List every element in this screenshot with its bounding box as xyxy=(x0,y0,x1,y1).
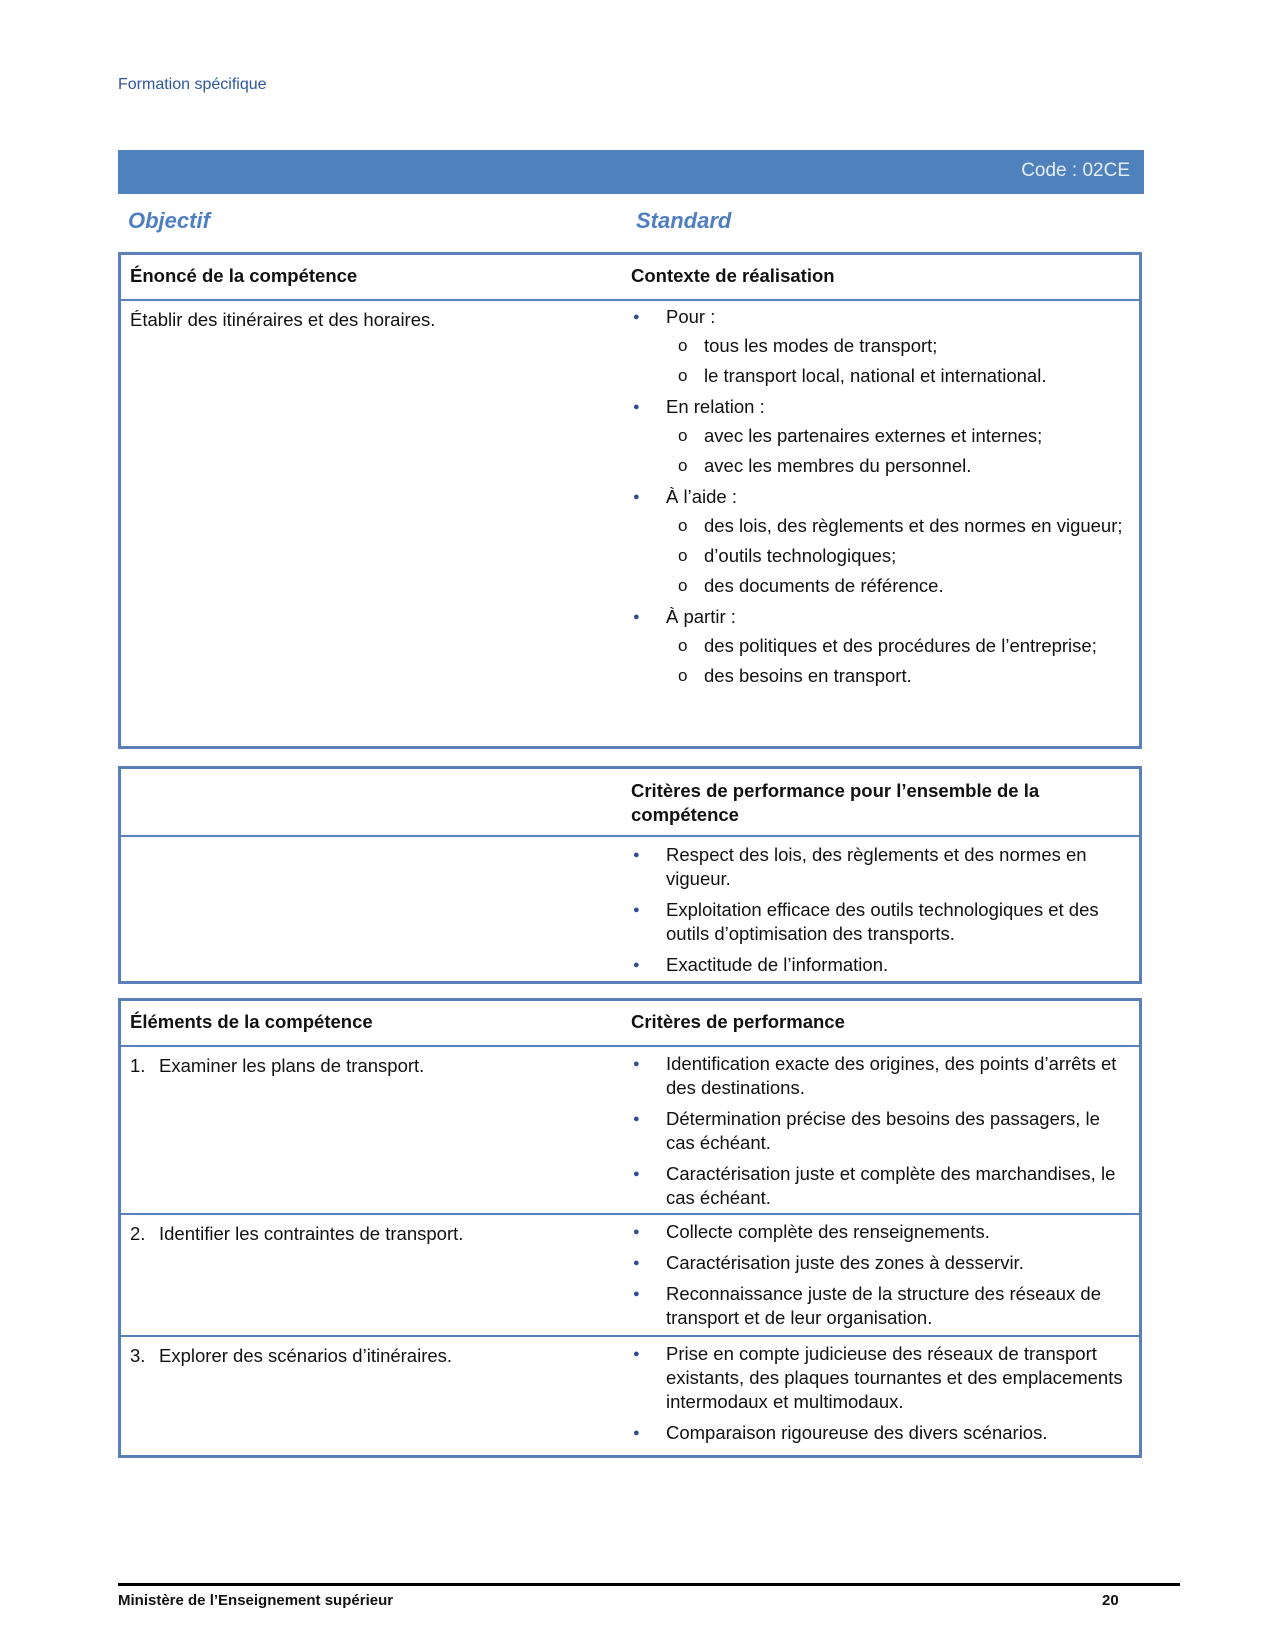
criterion-item: ● Comparaison rigoureuse des divers scénarios. xyxy=(631,1421,1123,1445)
context-list-container xyxy=(631,301,1139,703)
context-sublist xyxy=(666,514,1123,598)
table-header-row xyxy=(121,255,1139,301)
context-header: Contexte de réalisation xyxy=(631,265,835,286)
criterion-item: ● Caractérisation juste et complète des marchandises, le cas échéant. xyxy=(631,1162,1123,1210)
competency-statement-table xyxy=(118,252,1142,749)
criteria-cell xyxy=(631,1337,1139,1455)
criterion-item: ● Reconnaissance juste de la structure des réseaux de transport et de leur organisation. xyxy=(631,1282,1123,1330)
context-sublist xyxy=(666,634,1123,688)
context-subitem: o des documents de référence. xyxy=(666,574,1123,598)
elements-rows xyxy=(121,1047,1139,1455)
overall-criterion: ● Respect des lois, des règlements et des normes en vigueur. xyxy=(631,843,1123,891)
element-label: Explorer des scénarios d’itinéraires. xyxy=(159,1345,453,1366)
standard-title: Standard xyxy=(636,208,732,233)
table-row xyxy=(121,1215,1139,1337)
context-subitem: o avec les partenaires externes et internes; xyxy=(666,424,1123,448)
criterion-item: ● Collecte complète des renseignements. xyxy=(631,1220,1123,1244)
context-label: À l’aide : xyxy=(666,486,737,507)
context-subitem: o des politiques et des procédures de l’entreprise; xyxy=(666,634,1123,658)
criterion-item: ● Prise en compte judicieuse des réseaux de transport existants, des plaques tournantes et des emplacements intermodaux et multimodaux. xyxy=(631,1342,1123,1414)
criterion-item: ● Détermination précise des besoins des passagers, le cas échéant. xyxy=(631,1107,1123,1155)
running-head: Formation spécifique xyxy=(118,76,267,93)
overall-criteria-table xyxy=(118,766,1142,984)
criteria-list xyxy=(631,1220,1123,1330)
elements-header: Éléments de la compétence xyxy=(130,1011,373,1032)
competency-code: Code : 02CE xyxy=(1021,160,1130,181)
context-subitem: o tous les modes de transport; xyxy=(666,334,1123,358)
element-number: 2. xyxy=(130,1223,146,1244)
criteria-list xyxy=(631,1342,1123,1445)
footer-divider xyxy=(118,1583,1180,1586)
footer-ministry: Ministère de l’Enseignement supérieur xyxy=(118,1592,394,1609)
criterion-item: ● Caractérisation juste des zones à desservir. xyxy=(631,1251,1123,1275)
overall-criterion: ● Exploitation efficace des outils technologiques et des outils d’optimisation des transports. xyxy=(631,898,1123,946)
context-label: Pour : xyxy=(666,306,716,327)
element-cell xyxy=(121,1215,631,1335)
context-subitem: o le transport local, national et international. xyxy=(666,364,1123,388)
column-titles xyxy=(128,208,1138,238)
competency-statement: Établir des itinéraires et des horaires. xyxy=(130,309,436,330)
element-label-wrap xyxy=(130,1055,631,1077)
element-label-wrap xyxy=(130,1345,631,1367)
element-label: Identifier les contraintes de transport. xyxy=(159,1223,464,1244)
page-number: 20 xyxy=(1102,1592,1119,1609)
context-sublist xyxy=(666,424,1123,478)
table-row xyxy=(121,1337,1139,1455)
context-sublist xyxy=(666,334,1123,388)
elements-table xyxy=(118,998,1142,1458)
table-row xyxy=(121,837,1139,992)
overall-criterion: ● Exactitude de l’information. xyxy=(631,953,1123,977)
context-label: À partir : xyxy=(666,606,736,627)
context-label: En relation : xyxy=(666,396,765,417)
criterion-item: ● Identification exacte des origines, des points d’arrêts et des destinations. xyxy=(631,1052,1123,1100)
element-number: 3. xyxy=(130,1345,146,1366)
criteria-cell xyxy=(631,1047,1139,1213)
element-label: Examiner les plans de transport. xyxy=(159,1055,425,1076)
overall-criteria-header: Critères de performance pour l’ensemble de la compétence xyxy=(631,780,1040,825)
context-subitem: o d’outils technologiques; xyxy=(666,544,1123,568)
table-row xyxy=(121,1047,1139,1215)
table-header-row xyxy=(121,769,1139,837)
overall-criteria-list xyxy=(631,843,1123,977)
element-label-wrap xyxy=(130,1223,631,1245)
context-subitem: o des besoins en transport. xyxy=(666,664,1123,688)
context-subitem: o des lois, des règlements et des normes en vigueur; xyxy=(666,514,1123,538)
criteria-cell xyxy=(631,1215,1139,1335)
context-item xyxy=(631,395,1123,478)
context-item xyxy=(631,485,1123,598)
objectif-title: Objectif xyxy=(128,208,210,233)
criteria-list xyxy=(631,1052,1123,1210)
table-header-row xyxy=(121,1001,1139,1047)
element-cell xyxy=(121,1047,631,1213)
table-row xyxy=(121,301,1139,703)
empty-cell xyxy=(121,769,631,835)
criteria-header: Critères de performance xyxy=(631,1011,845,1032)
element-cell xyxy=(121,1337,631,1455)
context-subitem: o avec les membres du personnel. xyxy=(666,454,1123,478)
empty-cell xyxy=(121,837,631,992)
context-item xyxy=(631,305,1123,388)
overall-criteria-container xyxy=(631,837,1139,992)
context-list xyxy=(631,305,1123,688)
context-item xyxy=(631,605,1123,688)
code-bar xyxy=(118,150,1144,194)
element-number: 1. xyxy=(130,1055,146,1076)
statement-header: Énoncé de la compétence xyxy=(130,265,358,286)
